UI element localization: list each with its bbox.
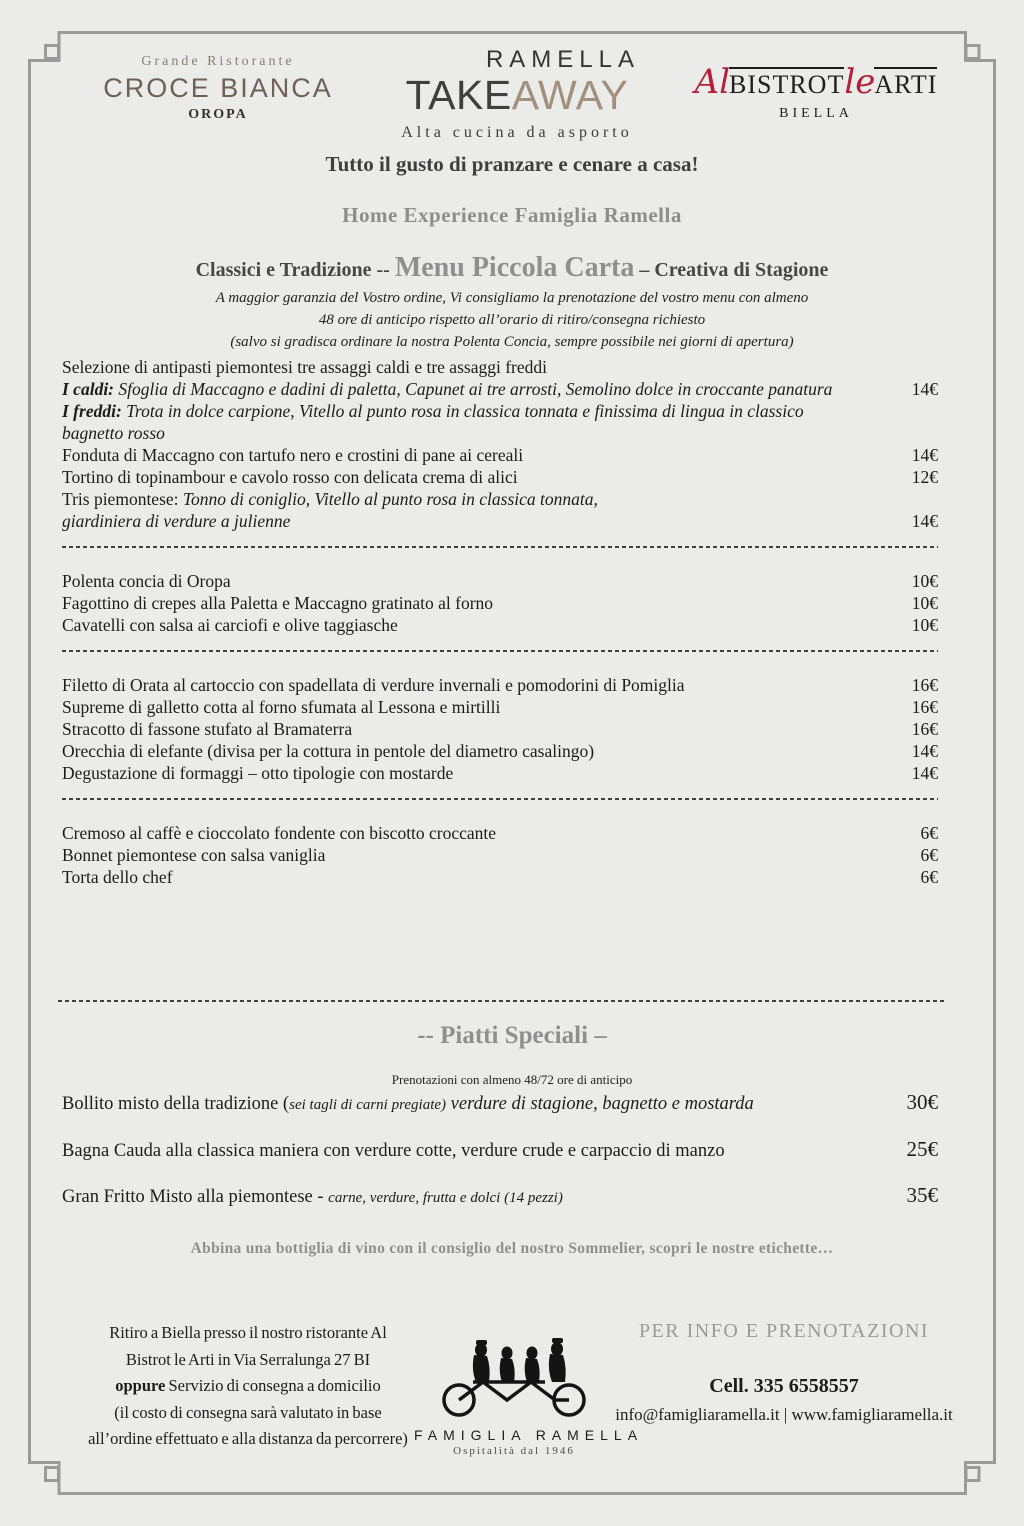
menu-item-line [62,822,938,844]
menu-item-line [62,444,938,466]
menu-item-price: 10€ [911,615,938,636]
corner-square-bottom-left [46,1468,59,1481]
menu-item-line [62,356,938,378]
text-run: Servizio di consegna a domicilio [168,1376,381,1395]
text-run: Trota in dolce carpione, Vitello al punto rosa in classica tonnata e finissima di lingua in classico [126,401,804,422]
bistrot-word: BISTROT [729,67,844,99]
corner-square-bottom-right [966,1468,979,1481]
menu-item-text [62,696,898,718]
dashed-divider [62,650,938,652]
menu-item-price: 30€ [906,1090,938,1115]
pickup-line [82,1347,414,1374]
menu-section [62,674,938,784]
text-run: verdure di stagione, bagnetto e mostarda [450,1094,754,1115]
menu-title-right: – Creativa di Stagione [639,259,829,282]
menu-item-line [62,866,938,888]
menu-section [62,356,938,532]
menu-item-line [62,422,938,444]
tandem-bicycle-icon [429,1334,599,1418]
menu-title [0,252,1024,284]
menu-item-text [62,740,898,762]
email-and-website: info@famigliaramella.it | www.famigliaramella.it [615,1405,953,1424]
menu-item-price: 12€ [911,467,938,488]
special-item-line [62,1182,938,1211]
menu-item-line [62,718,938,740]
text-run: Bollito misto della tradizione ( [62,1094,290,1115]
text-run: (il costo di consegna sarà valutato in base [114,1402,382,1422]
menu-item-price: 10€ [911,593,938,614]
menu-item-text [62,674,898,696]
menu-item-line [62,592,938,614]
specials-note: Prenotazioni con almeno 48/72 ore di anticipo [391,1072,633,1088]
text-run: oppure [115,1376,169,1395]
menu-item-line [62,614,938,636]
menu-item-price: 14€ [911,445,938,466]
pickup-line [82,1373,414,1400]
text-run: Ritiro a Biella presso il nostro ristorante Al [109,1323,387,1342]
text-run: Bagna Cauda alla classica maniera con verdure cotte, verdure crude e carpaccio di manzo [62,1141,725,1162]
text-run: I freddi: [62,401,127,422]
text-run: Cremoso al caffè e cioccolato fondente con biscotto croccante [62,823,497,844]
special-item-line [62,1136,938,1164]
menu-item-text [62,488,924,510]
contact-title: PER INFO E PRENOTAZIONI [638,1320,930,1342]
menu-item-price: 14€ [911,379,938,400]
specials-title: -- Piatti Speciali – [417,1022,607,1050]
menu-section [62,570,938,636]
text-run: Tortino di topinambour e cavolo rosso con delicata crema di alici [62,467,518,488]
menu-item-price: 16€ [911,675,938,696]
menu-item-price: 25€ [906,1137,938,1162]
menu-section [62,822,938,888]
text-run: Filetto di Orata al cartoccio con spadellata di verdure invernali e pomodorini di Pomiglia [62,675,685,696]
footer [0,1320,1024,1457]
text-run: carne, verdure, frutta e dolci (14 pezzi) [328,1190,563,1207]
menu-item-text [62,718,898,740]
menu-item-line [62,466,938,488]
menu-item-line [62,762,938,784]
menu-item-price: 35€ [906,1183,938,1208]
booking-notes [0,287,1024,353]
pickup-line [82,1320,414,1347]
text-run: Tris piemontese: [62,489,183,510]
menu-item-text [62,844,907,866]
bistrot-le-script: le [844,62,876,102]
menu-item-line [62,510,938,532]
pickup-info [82,1320,414,1453]
text-run: all’ordine effettuato e alla distanza da percorrere) [88,1429,408,1448]
ramella-tagline: Alta cucina da asporto [401,124,633,142]
menu-item-price: 6€ [920,845,938,866]
bistrot-le-arti-name [686,62,946,102]
page-tagline: Tutto il gusto di pranzare e cenare a casa! [325,152,699,177]
menu-item-text [62,1091,893,1118]
menu-title-left: Classici e Tradizione -- [195,259,390,282]
text-run: Sfoglia di Maccagno e dadini di paletta, Capunet ai tre arrosti, Semolino dolce in croccante panatura [118,379,833,400]
menu-item-text [62,614,898,636]
menu-item-text [62,422,924,444]
text-run: Degustazione di formaggi – otto tipologie con mostarde [62,763,454,784]
phone-number: Cell. 335 6558557 [709,1375,859,1397]
menu-item-text [62,444,898,466]
contact-info [614,1320,954,1425]
text-run: Gran Fritto Misto alla piemontese - [62,1187,329,1208]
menu-item-price: 10€ [911,571,938,592]
menu-item-line [62,696,938,718]
text-run: I caldi: [62,379,119,400]
header-logos [0,0,1024,142]
text-run: Cavatelli con salsa ai carciofi e olive taggiasche [62,615,398,636]
text-run: sei tagli di carni pregiate) [289,1097,447,1114]
text-run: Fagottino di crepes alla Paletta e Maccagno gratinato al forno [62,593,494,614]
text-run: Torta dello chef [62,867,173,888]
ramella-word: RAMELLA [485,46,640,73]
menu-item-text [62,822,907,844]
dashed-divider [62,546,938,548]
booking-note-line: A maggior garanzia del Vostro ordine, Vi consigliamo la prenotazione del vostro menu con almeno [215,290,809,307]
text-run: Selezione di antipasti piemontesi tre assaggi caldi e tre assaggi freddi [62,357,547,378]
pickup-line [82,1426,414,1453]
menu-item-price: 14€ [911,511,938,532]
section-divider-long [58,1000,946,1002]
famiglia-ramella-logo [414,1334,644,1457]
text-run: Fonduta di Maccagno con tartufo nero e crostini di pane ai cereali [62,445,524,466]
booking-note-line: (salvo si gradisca ordinare la nostra Polenta Concia, sempre possibile nei giorni di apertura) [230,334,794,351]
menu-item-text [62,762,898,784]
takeaway-away: AWAY [511,72,629,118]
menu-item-line [62,378,938,400]
text-run: Stracotto di fassone stufato al Bramaterra [62,719,353,740]
takeaway-word [382,74,652,117]
pickup-line [82,1400,414,1427]
bistrot-place: BIELLA [779,106,853,121]
menu-item-price: 14€ [911,763,938,784]
text-run: Bonnet piemontese con salsa vaniglia [62,845,326,866]
ramella-takeaway-logo [382,46,652,142]
booking-note-line: 48 ore di anticipo rispetto all’orario di ritiro/consegna richiesto [318,312,706,329]
croce-bianca-name: CROCE BIANCA [103,73,333,103]
menu-item-line [62,844,938,866]
menu-item-line [62,674,938,696]
menu-item-text [62,570,898,592]
menu-item-text [62,1184,893,1211]
specials-items [62,1089,938,1211]
menu-item-text [62,592,898,614]
bistrot-al-script: Al [694,62,730,102]
menu-item-line [62,740,938,762]
text-run: Supreme di galletto cotta al forno sfumata al Lessona e mirtilli [62,697,501,718]
menu-item-line [62,570,938,592]
menu-item-text [62,466,898,488]
takeaway-take: TAKE [405,72,512,118]
menu-title-center: Menu Piccola Carta [394,252,635,284]
famiglia-ramella-tagline: Ospitalità dal 1946 [453,1445,575,1457]
menu-item-text [62,866,907,888]
bistrot-arti-word: ARTI [874,67,937,99]
menu-item-text [62,356,924,378]
text-run: giardiniera di verdure a julienne [62,511,291,532]
menu-item-price: 6€ [920,823,938,844]
menu-item-line [62,400,938,422]
menu-item-line [62,488,938,510]
text-run: Tonno di coniglio, Vitello al punto rosa in classica tonnata, [182,489,598,510]
page-subtitle: Home Experience Famiglia Ramella [342,203,682,228]
menu-item-price: 14€ [911,741,938,762]
text-run: Bistrot le Arti in Via Serralunga 27 BI [125,1349,371,1369]
menu-sections [62,356,938,888]
menu-item-price: 16€ [911,697,938,718]
special-item-line [62,1089,938,1118]
menu-item-text [62,1138,893,1164]
menu-item-text [62,378,898,400]
text-run: bagnetto rosso [62,423,165,444]
famiglia-ramella-name: FAMIGLIA RAMELLA [414,1427,644,1443]
text-run: Orecchia di elefante (divisa per la cottura in pentole del diametro casalingo) [62,741,595,762]
croce-bianca-logo [88,54,348,123]
wine-pairing-note: Abbina una bottiglia di vino con il consiglio del nostro Sommelier, scopri le nostre etichette… [190,1240,834,1257]
dashed-divider [62,798,938,800]
menu-item-text [62,400,924,422]
text-run: Polenta concia di Oropa [62,571,231,592]
bistrot-le-arti-logo [686,62,946,122]
menu-item-text [62,510,898,532]
menu-item-price: 16€ [911,719,938,740]
menu-item-price: 6€ [920,867,938,888]
croce-bianca-place: OROPA [188,107,248,122]
croce-bianca-tagline: Grande Ristorante [141,54,295,69]
